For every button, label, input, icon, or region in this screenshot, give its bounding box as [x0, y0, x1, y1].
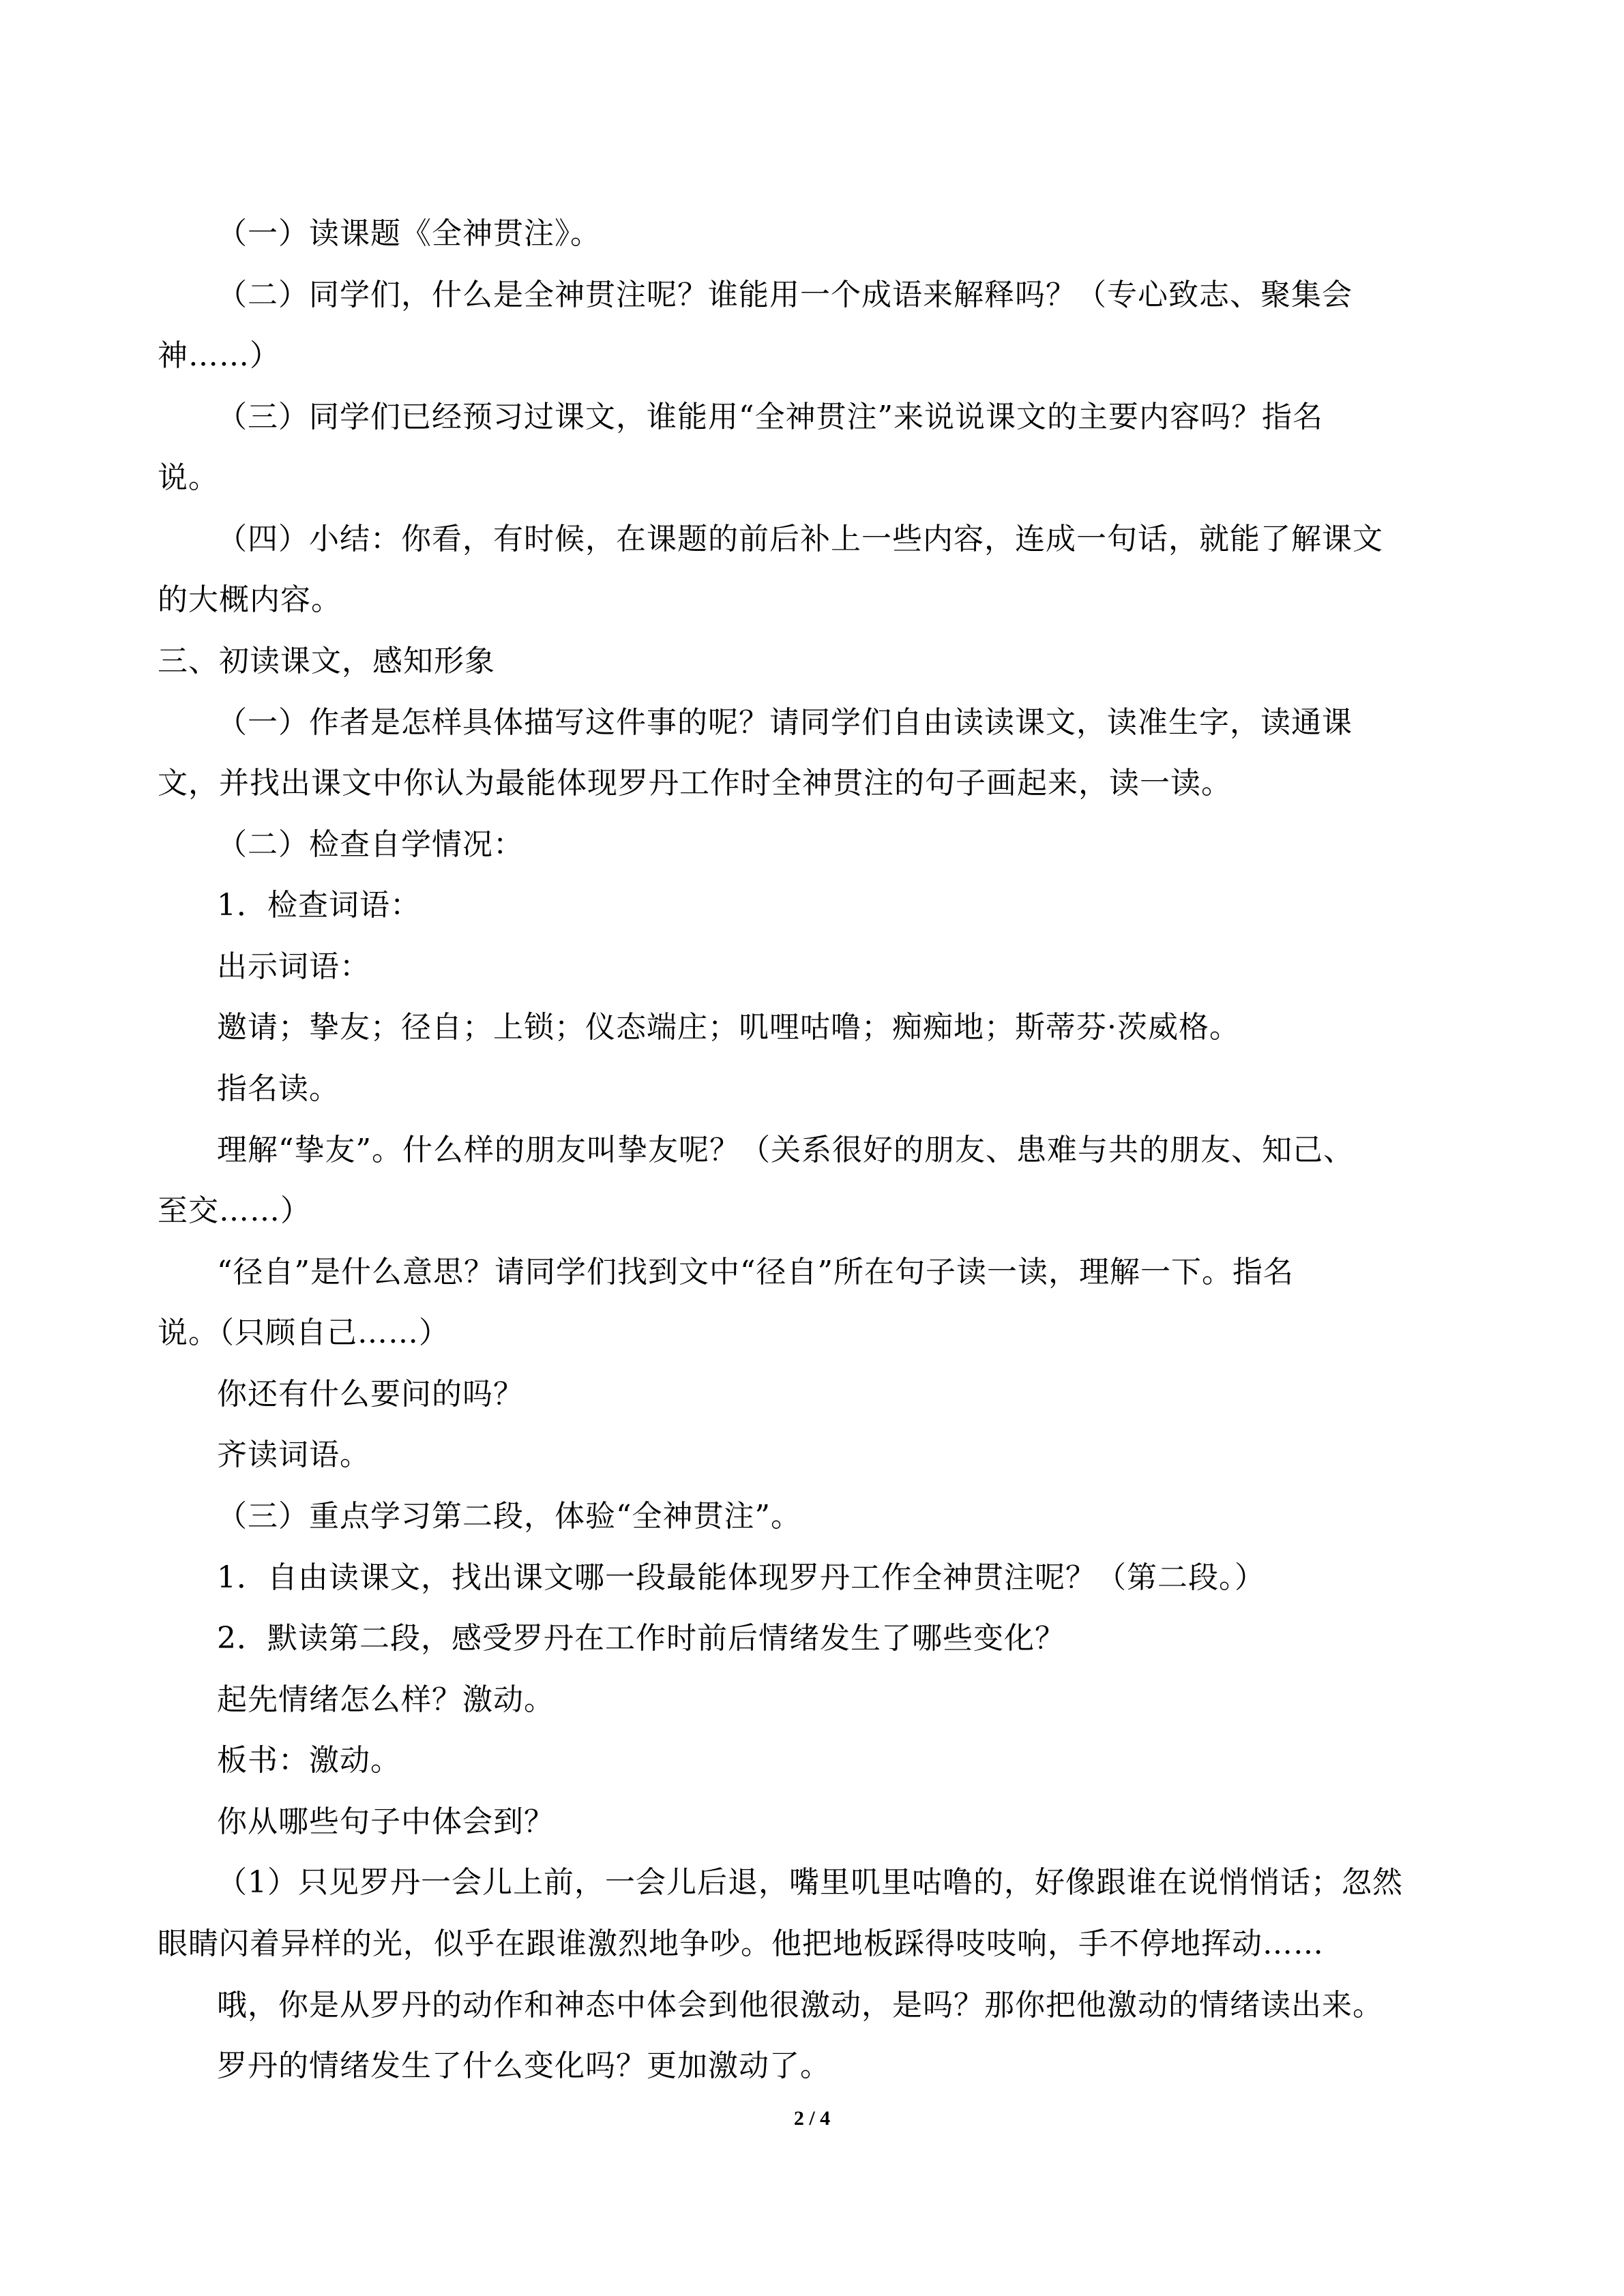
text-line: （二）检查自学情况：: [217, 827, 524, 862]
text-line: 1．检查词语：: [217, 888, 421, 923]
text-line: 2．默读第二段，感受罗丹在工作时前后情绪发生了哪些变化？: [217, 1621, 1065, 1656]
text-line: 指名读。: [217, 1071, 340, 1106]
text-line: 说。: [158, 460, 219, 495]
text-line: 文，并找出课文中你认为最能体现罗丹工作时全神贯注的句子画起来，读一读。: [158, 766, 1232, 801]
text-line: 1．自由读课文，找出课文哪一段最能体现罗丹工作全神贯注呢？（第二段。）: [217, 1560, 1265, 1595]
section-heading: 三、初读课文，感知形象: [158, 644, 495, 679]
text-line: “径自”是什么意思？请同学们找到文中“径自”所在句子读一读，理解一下。指名: [217, 1255, 1294, 1289]
text-line: 起先情绪怎么样？激动。: [217, 1682, 555, 1717]
text-line: 至交……）: [158, 1193, 311, 1228]
text-line: （一）读课题《全神贯注》。: [217, 216, 601, 251]
text-line: 眼睛闪着异样的光，似乎在跟谁激烈地争吵。他把地板踩得吱吱响，手不停地挥动……: [158, 1926, 1324, 1961]
text-line: （一）作者是怎样具体描写这件事的呢？请同学们自由读读课文，读准生字，读通课: [217, 705, 1353, 740]
text-line: （三）重点学习第二段，体验“全神贯注”。: [217, 1499, 801, 1534]
text-line: 的大概内容。: [158, 582, 342, 617]
text-line: （1）只见罗丹一会儿上前，一会儿后退，嘴里叽里咕噜的，好像跟谁在说悄悄话；忽然: [217, 1865, 1403, 1900]
text-line: （二）同学们，什么是全神贯注呢？谁能用一个成语来解释吗？（专心致志、聚集会: [217, 278, 1353, 312]
text-line: 说。（只顾自己……）: [158, 1315, 449, 1350]
text-line: 罗丹的情绪发生了什么变化吗？更加激动了。: [217, 2048, 831, 2083]
text-line: 出示词语：: [217, 949, 370, 984]
text-line: 齐读词语。: [217, 1437, 370, 1472]
text-line: 邀请；挚友；径自；上锁；仪态端庄；叽哩咕噜；痴痴地；斯蒂芬·茨威格。: [217, 1010, 1240, 1045]
text-line: 板书：激动。: [217, 1743, 401, 1778]
page-number: 2 / 4: [793, 2107, 831, 2130]
text-line: （三）同学们已经预习过课文，谁能用“全神贯注”来说说课文的主要内容吗？指名: [217, 400, 1323, 434]
text-line: 哦，你是从罗丹的动作和神态中体会到他很激动，是吗？那你把他激动的情绪读出来。: [217, 1988, 1383, 2023]
text-line: 神……）: [158, 338, 280, 373]
text-line: 你从哪些句子中体会到？: [217, 1804, 555, 1839]
text-line: （四）小结：你看，有时候，在课题的前后补上一些内容，连成一句话，就能了解课文: [217, 522, 1383, 556]
text-line: 你还有什么要问的吗？: [217, 1377, 524, 1412]
text-line: 理解“挚友”。什么样的朋友叫挚友呢？（关系很好的朋友、患难与共的朋友、知己、: [217, 1133, 1354, 1167]
